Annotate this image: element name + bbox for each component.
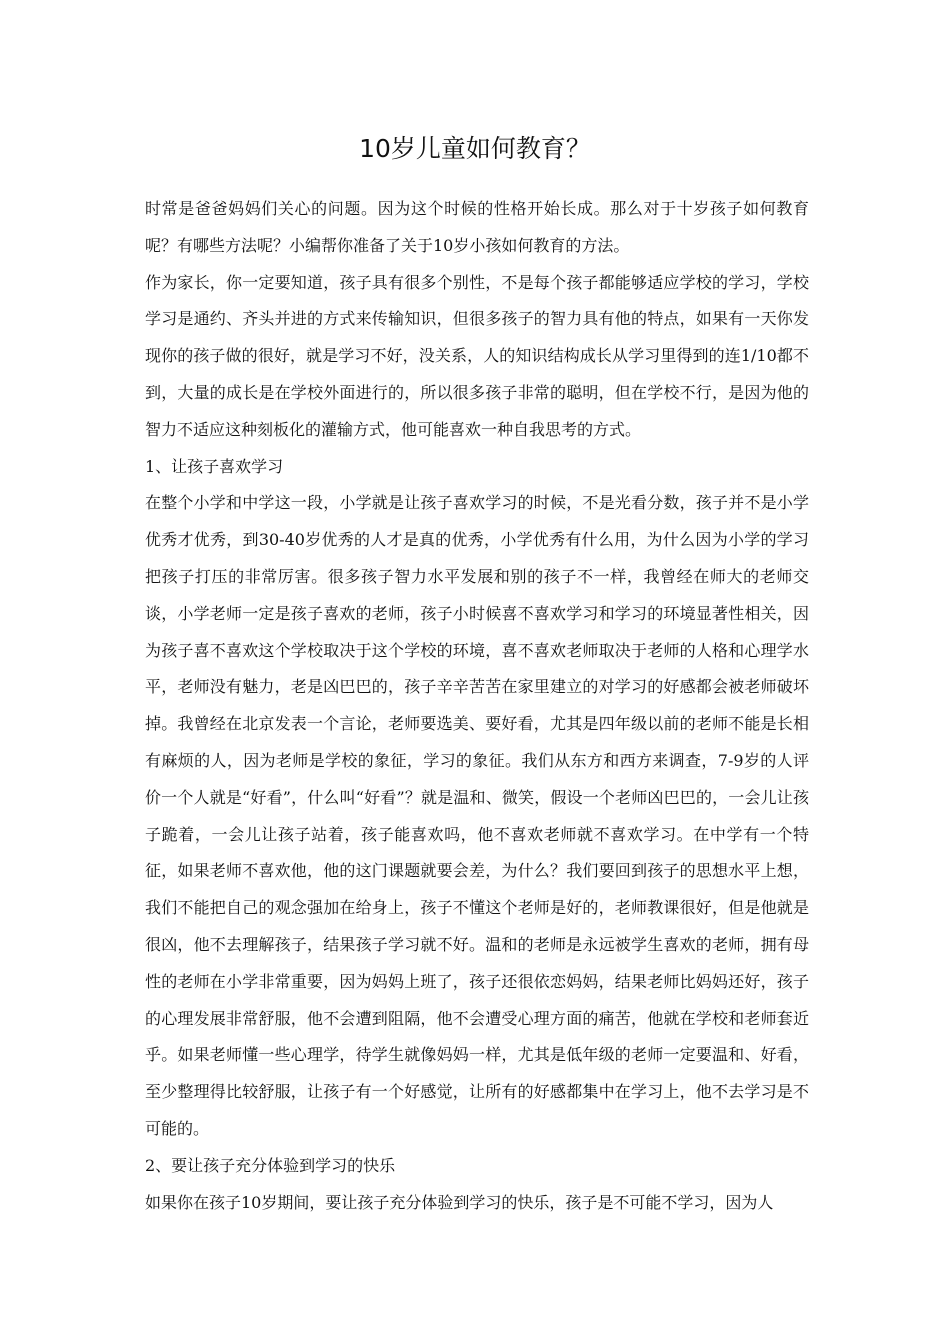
paragraph: 如果你在孩子10岁期间，要让孩子充分体验到学习的快乐，孩子是不可能不学习，因为人 (145, 1192, 774, 1212)
paragraph: 作为家长，你一定要知道，孩子具有很多个别性，不是每个孩子都能够适应学校的学习，学校学习是通约、齐头并进的方式来传输知识，但很多孩子的智力具有他的特点，如果有一天你发现你的孩子做的很好，就是学习不好，没关系，人的知识结构成长从学习里得到的连1/10都不到，大量的成长是在学校外面进行的，所以很多孩子非常的聪明，但在学校不行，是因为他的智力不适应这种刻板化的灌输方式，他可能喜欢一种自我思考的方式。 (145, 272, 809, 439)
paragraph: 在整个小学和中学这一段，小学就是让孩子喜欢学习的时候，不是光看分数，孩子并不是小学优秀才优秀，到30-40岁优秀的人才是真的优秀，小学优秀有什么用，为什么因为小学的学习把孩子打压的非常厉害。很多孩子智力水平发展和别的孩子不一样，我曾经在师大的老师交谈，小学老师一定是孩子喜欢的老师，孩子小时候喜不喜欢学习和学习的环境显著性相关，因为孩子喜不喜欢这个学校取决于这个学校的环境，喜不喜欢老师取决于老师的人格和心理学水平，老师没有魅力，老是凶巴巴的，孩子辛辛苦苦在家里建立的对学习的好感都会被老师破坏掉。我曾经在北京发表一个言论，老师要选美、要好看，尤其是四年级以前的老师不能是长相有麻烦的人，因为老师是学校的象征，学习的象征。我们从东方和西方来调查，7-9岁的人评价一个人就是“好看”，什么叫“好看”？就是温和、微笑，假设一个老师凶巴巴的，一会儿让孩子跪着，一会儿让孩子站着，孩子能喜欢吗，他不喜欢老师就不喜欢学习。在中学有一个特征，如果老师不喜欢他，他的这门课题就要会差，为什么？我们要回到孩子的思想水平上想，我们不能把自己的观念强加在给身上，孩子不懂这个老师是好的，老师教课很好，但是他就是很凶，他不去理解孩子，结果孩子学习就不好。温和的老师是永远被学生喜欢的老师，拥有母性的老师在小学非常重要，因为妈妈上班了，孩子还很依恋妈妈，结果老师比妈妈还好，孩子的心理发展非常舒服，他不会遭到阻隔，他不会遭受心理方面的痛苦，他就在学校和老师套近乎。如果老师懂一些心理学，待学生就像妈妈一样，尤其是低年级的老师一定要温和、好看，至少整理得比较舒服，让孩子有一个好感觉，让所有的好感都集中在学习上，他不去学习是不可能的。 (145, 493, 809, 1138)
document-title: 10岁儿童如何教育？ (359, 134, 591, 163)
document-body (145, 191, 809, 1221)
section-heading: 1、让孩子喜欢学习 (145, 456, 284, 476)
paragraph: 时常是爸爸妈妈们关心的问题。因为这个时候的性格开始长成。那么对于十岁孩子如何教育呢？有哪些方法呢？小编帮你准备了关于10岁小孩如何教育的方法。 (145, 199, 809, 255)
section-heading: 2、要让孩子充分体验到学习的快乐 (145, 1155, 396, 1175)
